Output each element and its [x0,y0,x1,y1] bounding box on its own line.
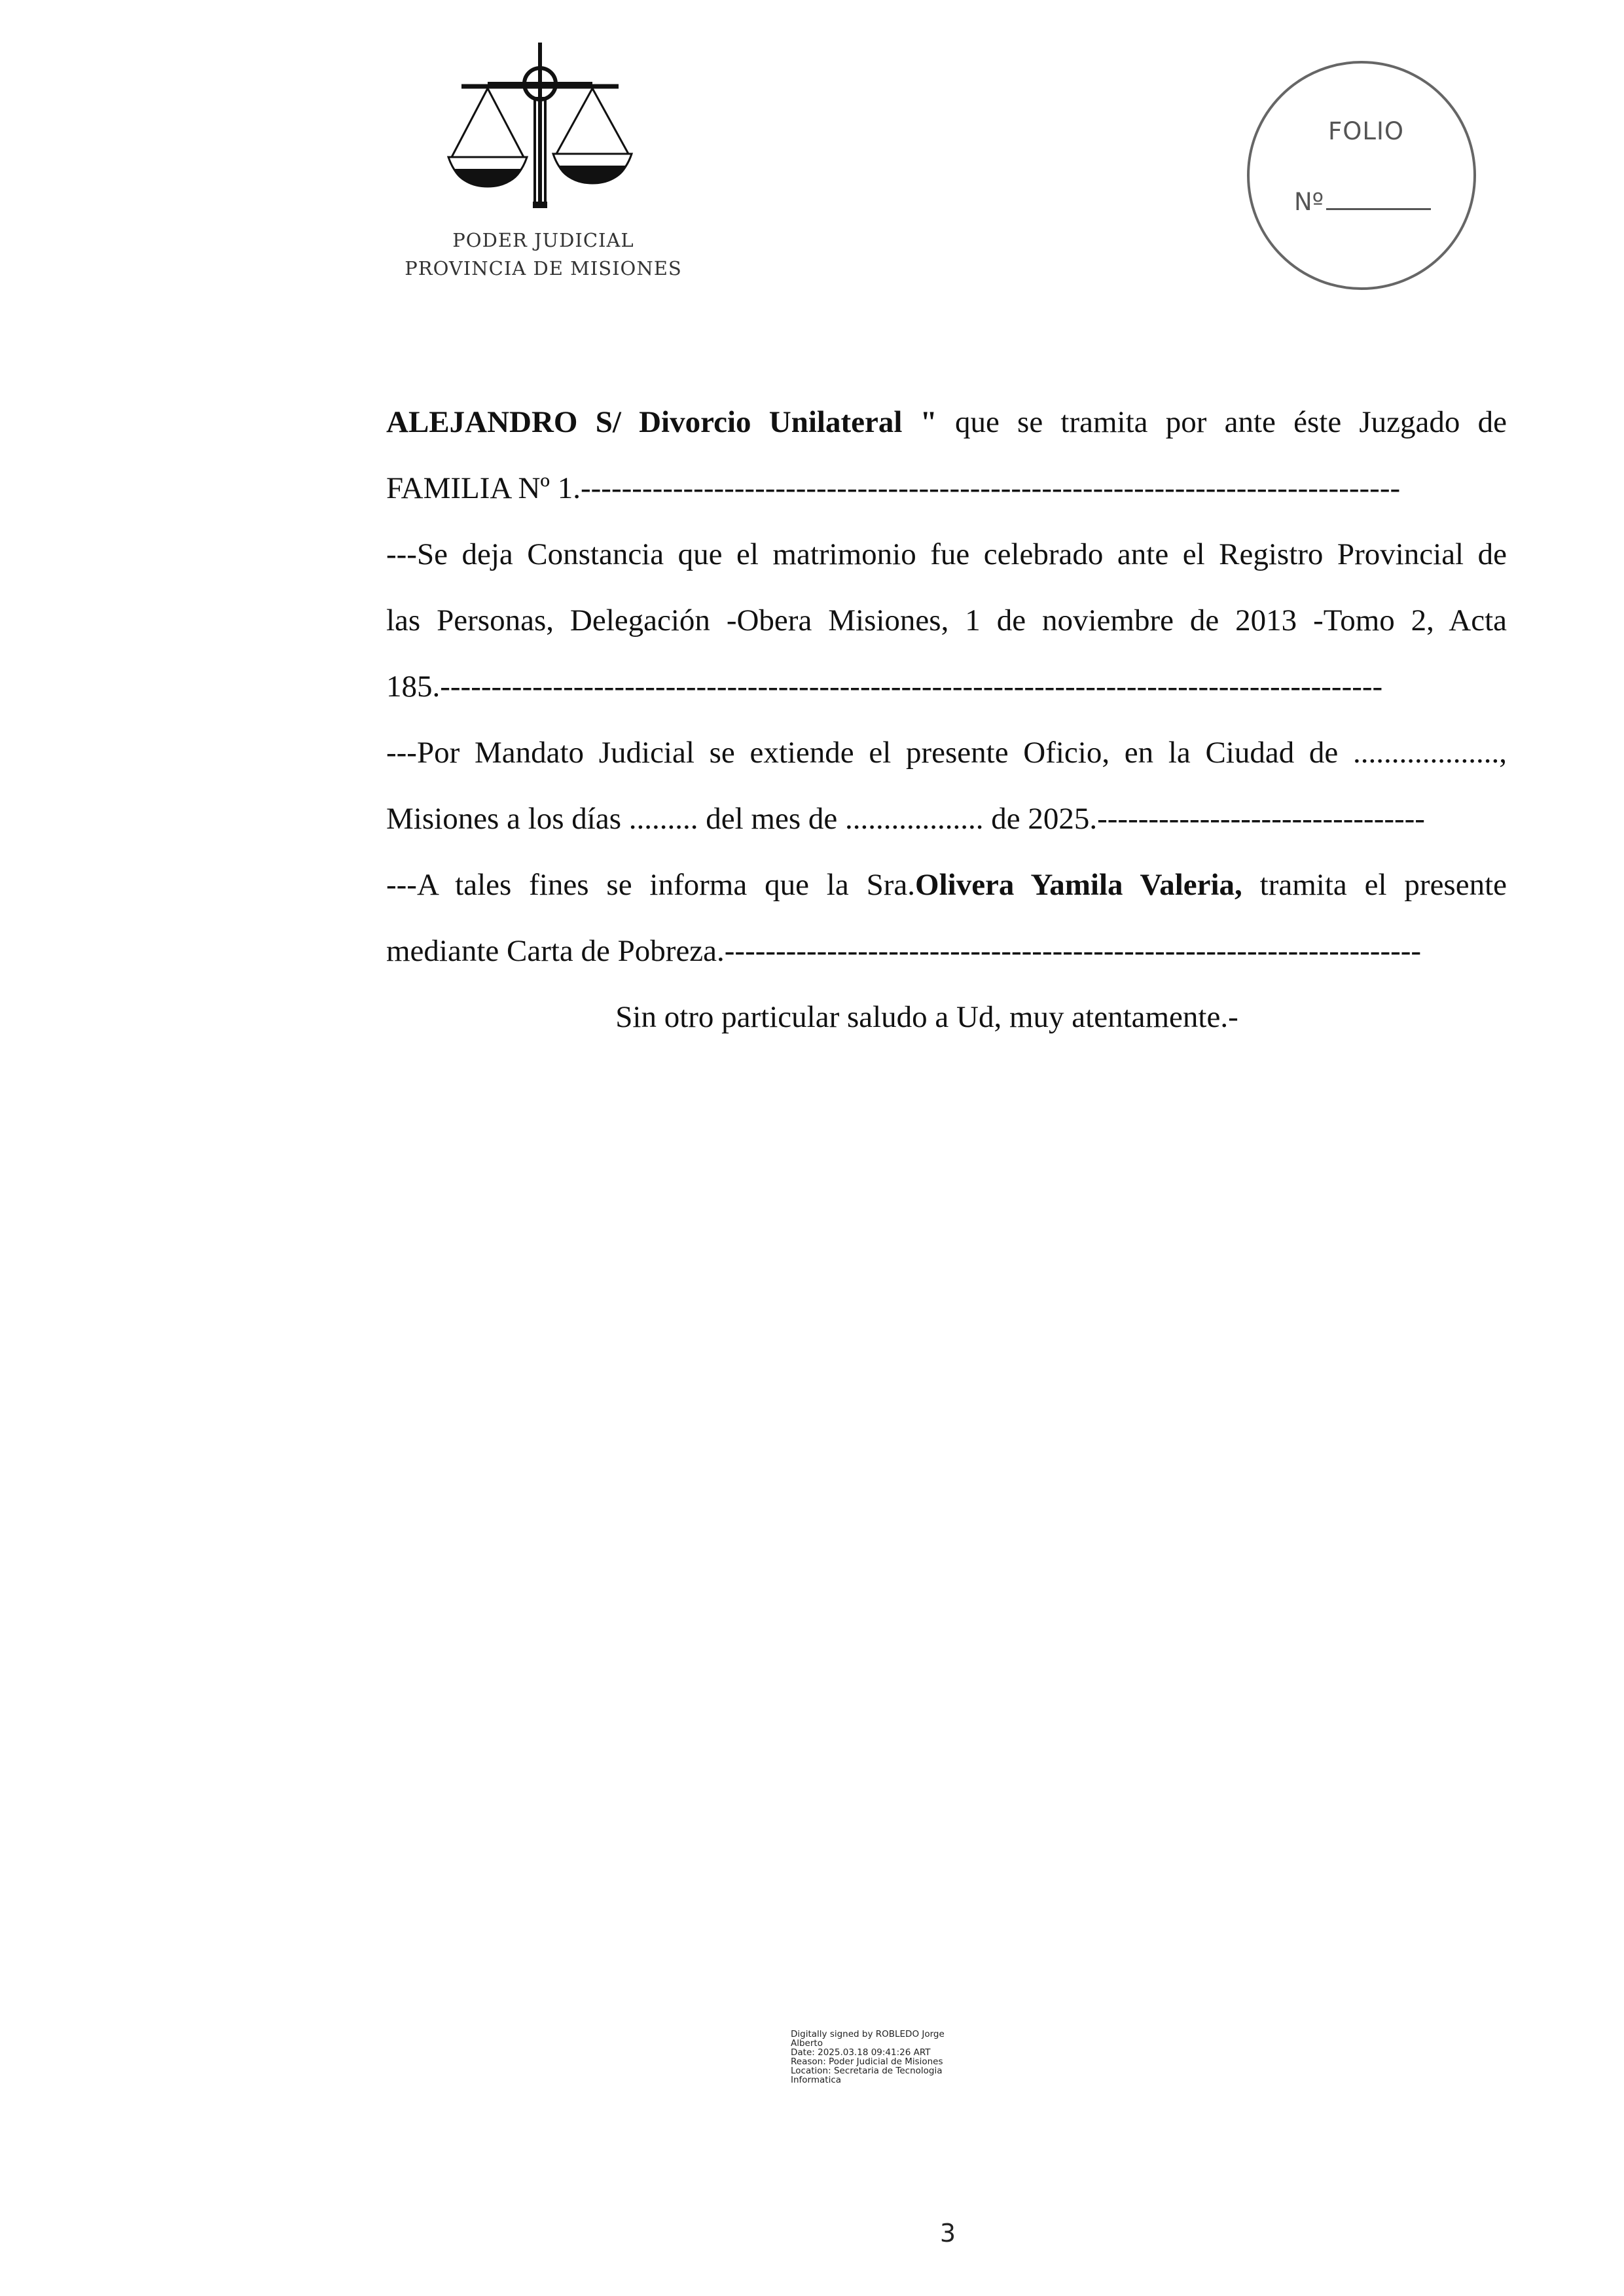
paragraph-constancia-line-2: las Personas, Delegación -Obera Misiones, 1 de noviembre de 2013 -Tomo 2, Acta [386,603,1507,637]
signature-line: Informatica [791,2075,842,2085]
signature-line: Location: Secretaria de Tecnologia [791,2066,943,2076]
paragraph-constancia-line-3: 185.-------------------------------------------------------------------------------------------- [386,670,1383,704]
logo-line-poder-judicial: PODER JUDICIAL [452,229,634,251]
page-number: 3 [939,2219,956,2248]
pobreza-continuation: tramita el presente [1242,868,1507,902]
folio-number-label: Nº [1294,188,1324,216]
paragraph-pobreza-line-2: mediante Carta de Pobreza.-------------------------------------------------------------------- [386,934,1422,968]
closing-salutation: Sin otro particular saludo a Ud, muy atentamente.- [615,1000,1238,1034]
paragraph-case-line-2: FAMILIA Nº 1.-------------------------------------------------------------------------------- [386,471,1401,505]
poder-judicial-logo [399,39,687,288]
signature-line: Reason: Poder Judicial de Misiones [791,2056,943,2067]
paragraph-mandato-line-1: ---Por Mandato Judicial se extiende el presente Oficio, en la Ciudad de ..................., [386,736,1507,770]
signature-line: Date: 2025.03.18 09:41:26 ART [791,2047,931,2058]
folio-stamp [1247,61,1476,290]
document-body [386,389,1507,1050]
case-title: ALEJANDRO S/ Divorcio Unilateral " [386,405,937,439]
folio-number-field [1294,188,1431,216]
paragraph-case-line-1 [386,389,1507,456]
signature-line: Alberto [791,2038,823,2049]
folio-label: FOLIO [1327,117,1405,145]
paragraph-pobreza-line-1 [386,852,1507,918]
pobreza-intro: ---A tales fines se informa que la Sra. [386,868,916,902]
paragraph-constancia-line-1: ---Se deja Constancia que el matrimonio fue celebrado ante el Registro Provincial de [386,537,1507,571]
paragraph-mandato-line-2: Misiones a los días ......... del mes de .................. de 2025.-------------------------------- [386,802,1425,836]
folio-number-blank [1326,208,1431,210]
digital-signature [791,2030,987,2085]
logo-line-provincia: PROVINCIA DE MISIONES [405,257,682,279]
case-title-continuation: que se tramita por ante éste Juzgado de [937,405,1507,439]
applicant-name: Olivera Yamila Valeria, [915,868,1242,902]
scales-of-justice-icon [439,39,648,236]
signature-line: Digitally signed by ROBLEDO Jorge [791,2029,945,2039]
